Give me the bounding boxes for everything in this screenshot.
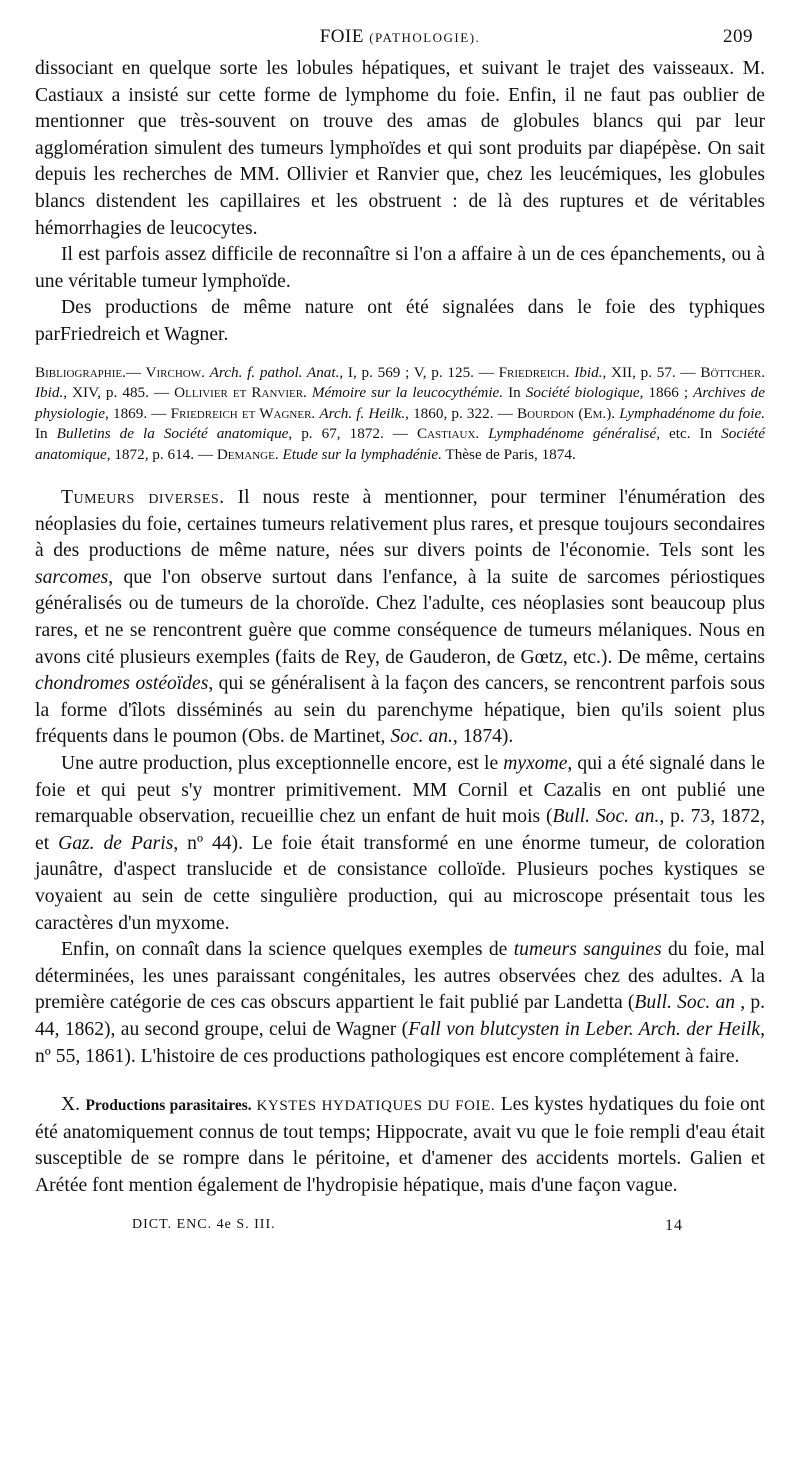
italic-term: tumeurs sanguines [513, 939, 662, 961]
title-main: FOIE [319, 26, 364, 47]
biblio-author: — Virchow. [125, 363, 210, 381]
text-run: , nº 55, 1861). L'histoire de ces productions pathologiques est encore complétement à faire. [35, 1018, 765, 1067]
italic-term: Fall von blutcysten in Leber. Arch. der Heilk [408, 1018, 761, 1040]
document-page [35, 26, 765, 1241]
biblio-ref: In [35, 425, 57, 443]
running-head [35, 26, 765, 56]
text-run: , qui a été signalé dans le foie et qui peut s'y montrer primitivement. MM Cornil et Cazalis en ont publié une remarquable observation, recueillie chez un enfant de huit mois ( [35, 752, 765, 828]
paragraph-epanchements: Il est parfois assez difficile de reconnaître si l'on a affaire à un de ces épanchements, ou à une véritable tumeur lymphoïde. [35, 244, 765, 292]
biblio-title: Ibid. [574, 363, 603, 381]
biblio-ref: , etc. In [656, 425, 722, 443]
biblio-ref: , 1869. — [105, 404, 171, 422]
biblio-ref: , 1860, p. 322. — [405, 404, 517, 422]
biblio-ref: , 1872, p. 614. — [106, 445, 217, 463]
biblio-author: Castiaux. [416, 425, 489, 443]
text-run: du foie, mal déterminées, les unes paraissant congénitales, les autres observées chez des adultes. A la première catégorie de ces cas obscurs appartient le fait publié par Landetta ( [35, 939, 765, 1014]
biblio-title: Archives de physiologie [35, 384, 766, 422]
italic-term: Bull. Soc. an. [552, 806, 660, 828]
biblio-title: Etude sur la lymphadénie. [282, 445, 442, 463]
italic-term: Gaz. de Paris [58, 832, 174, 854]
biblio-author: Bourdon (Em.). [516, 404, 620, 422]
biblio-ref: , XIV, p. 485. — [63, 384, 175, 402]
bibliography-label: Bibliographie. [35, 363, 126, 381]
text-run: , qui se généralisent à la façon des cancers, se rencontrent parfois sous la forme d'îlots disséminés au sein du parenchyme hépatique, bien qu'ils soient plus fréquents dans le poumon (Obs. de Martinet, [35, 673, 765, 748]
section-subtitle: KYSTES HYDATIQUES DU FOIE. [251, 1098, 496, 1115]
biblio-ref: Thèse de Paris, 1874. [441, 445, 576, 463]
text-run: Il nous reste à mentionner, pour terminer l'énumération des néoplasies du foie, certaines tumeurs relativement plus rares, et presque toujours secondaires à des productions de même nature, nées sur divers points de l'économie. Tels sont les [35, 487, 765, 562]
biblio-author: Böttcher. [700, 363, 765, 381]
biblio-ref: In [503, 384, 526, 402]
biblio-title: Mémoire sur la leucocythémie. [311, 384, 504, 402]
biblio-title: Arch. f. Heilk. [319, 404, 406, 422]
italic-term: myxome [503, 752, 568, 774]
biblio-ref: , XII, p. 57. — [602, 363, 701, 381]
text-run: Une autre production, plus exceptionnelle encore, est le [61, 752, 504, 774]
italic-term: Soc. an. [390, 726, 453, 748]
page-footer [35, 1217, 765, 1241]
title-subtitle: (PATHOLOGIE). [369, 30, 481, 45]
biblio-title: Bulletins de la Société anatomique [56, 425, 289, 443]
biblio-ref: , I, p. 569 ; V, p. 125. — [339, 363, 499, 381]
section-number: X. [61, 1094, 86, 1116]
paragraph-tumeurs-diverses [35, 485, 765, 751]
bibliography [35, 363, 765, 466]
biblio-author: Demange. [216, 445, 283, 463]
italic-term: Bull. Soc. an [634, 992, 736, 1014]
text-run: Enfin, on connaît dans la science quelques exemples de [61, 939, 514, 961]
biblio-ref: , p. 67, 1872. — [288, 425, 417, 443]
text-run: , que l'on observe surtout dans l'enfance, à la suite de sarcomes périostiques généralisés ou de tumeurs de la choroïde. Chez l'adulte, ces néoplasies sont beaucoup plus rares, et ne se rencontrent guère que comme conséquence de tumeurs mélaniques. Nous en avons cité plusieurs exemples (faits de Rey, de Gauderon, de Gœtz, etc.). De même, certains [35, 566, 765, 668]
section-lead-tumeurs: Tumeurs diverses. [61, 487, 225, 509]
text-run: , p. 73, 1872, et [35, 806, 765, 854]
page-title [320, 26, 481, 48]
biblio-title: Ibid. [35, 384, 64, 402]
text-run: , nº 44). Le foie était transformé en une énorme tumeur, de coloration jaunâtre, d'aspect translucide et de consistance colloïde. Plusieurs poches kystiques se voyaient au sein de cette singulière production, qui au microscope présentait tous les caractères d'un myxome. [35, 832, 765, 934]
biblio-title: Lymphadénome du foie. [619, 404, 765, 422]
italic-term: sarcomes [35, 566, 109, 588]
biblio-author: Friedreich et Wagner. [170, 404, 320, 422]
text-run: Les kystes hydatiques du foie ont été anatomiquement connus de tout temps; Hippocrate, avait vu que le foie rempli d'eau était susceptible de se rompre dans le péritoine, et d'amener des accidents mortels. Galien et Arétée font mention également de l'hydropisie hépatique, mais d'une façon vague. [35, 1094, 765, 1196]
biblio-author: Ollivier et Ranvier. [174, 384, 312, 402]
paragraph-typhiques: Des productions de même nature ont été signalées dans le foie des typhiques parFriedreich et Wagner. [35, 297, 765, 345]
paragraph-tumeurs-sanguines [35, 937, 765, 1070]
italic-term: chondromes ostéoïdes [35, 673, 209, 695]
biblio-ref: , 1866 ; [639, 384, 694, 402]
footer-signature: DICT. ENC. 4e S. III. [132, 1217, 276, 1233]
footer-sheet-number: 14 [665, 1217, 683, 1235]
section-title: Productions parasitaires. [85, 1097, 252, 1115]
biblio-title: Lymphadénome généralisé [488, 425, 657, 443]
biblio-title: Arch. f. pathol. Anat. [209, 363, 340, 381]
paragraph-lymphome: dissociant en quelque sorte les lobules hépatiques, et suivant le trajet des vaisseaux. M. Castiaux a insisté sur cette forme de lymphome du foie. Enfin, il ne faut pas oublier de mentionner que très-souvent on trouve des amas de globules blancs qui par leur agglomération simulent des tumeurs lymphoïdes et qui sont produits par diapépèse. On sait depuis les recherches de MM. Ollivier et Ranvier que, chez les leucémiques, les globules blancs distendent les capillaires et les obstruent : de là des ruptures et de véritables hémorrhagies de leucocytes. [35, 58, 765, 239]
biblio-title: Société anatomique [35, 425, 766, 463]
biblio-title: Société biologique [525, 384, 640, 402]
biblio-author: Friedreich. [498, 363, 575, 381]
paragraph-myxome [35, 751, 765, 937]
text-run: , 1874). [452, 726, 514, 748]
text-run: , p. 44, 1862), au second groupe, celui de Wagner ( [35, 992, 766, 1040]
section-x-paragraph [35, 1092, 765, 1199]
page-number: 209 [723, 26, 753, 47]
